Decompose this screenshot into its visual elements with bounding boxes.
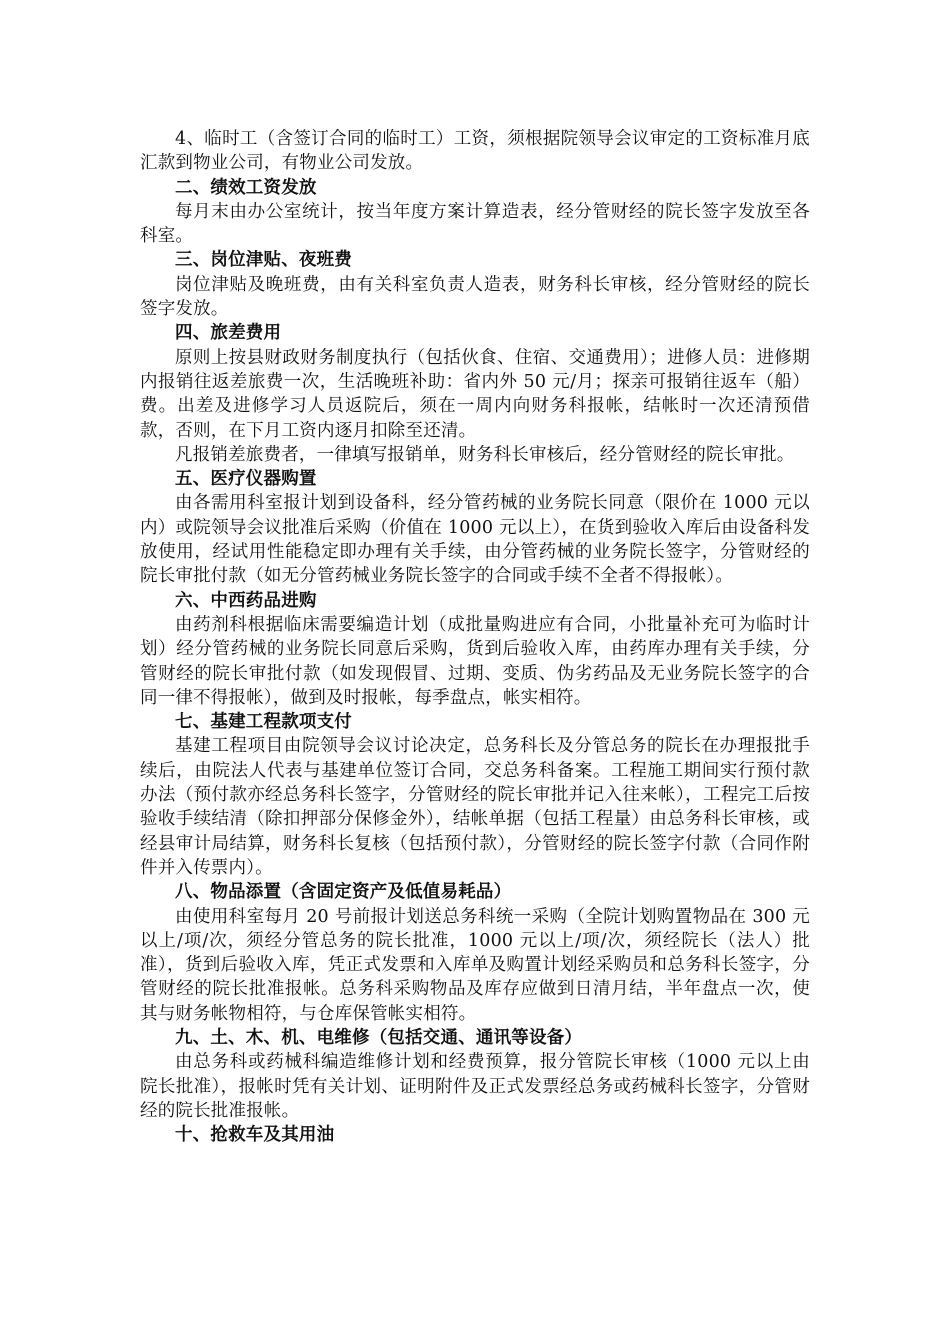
paragraph-medical-equipment: 由各需用科室报计划到设备科，经分管药械的业务院长同意（限价在 1000 元以内）或院领导会议批准后采购（价值在 1000 元以上），在货到验收入库后由设备科发放使用，经试用性能稳定即办理有关手续，由分管药械的业务院长签字，分管财经的院长审批付款（如无分管药械业务院长签字的合同或手续不全者不得报帐）。	[140, 493, 810, 587]
paragraph-travel-expenses: 原则上按县财政财务制度执行（包括伙食、住宿、交通费用）；进修人员：进修期内报销往返差旅费一次，生活晚班补助：省内外 50 元/月；探亲可报销往返车（船）费。出差及进修学习人员返院后，须在一周内向财务科报帐，结帐时一次还清预借款，否则，在下月工资内逐月扣除至还清。	[140, 347, 810, 441]
paragraph-medicine-purchase: 由药剂科根据临床需要编造计划（成批量购进应有合同，小批量补充可为临时计划）经分管药械的业务院长同意后采购，货到后验收入库，由药库办理有关手续，分管财经的院长审批付款（如发现假冒、过期、变质、伪劣药品及无业务院长签字的合同一律不得报帐），做到及时报帐，每季盘点，帐实相符。	[140, 614, 810, 708]
heading-maintenance: 九、土、木、机、电维修（包括交通、通讯等设备）	[175, 1027, 583, 1048]
paragraph-post-allowance: 岗位津贴及晚班费，由有关科室负责人造表，财务科长审核，经分管财经的院长签字发放。	[140, 274, 810, 320]
paragraph-travel-reimbursement: 凡报销差旅费者，一律填写报销单，财务科长审核后，经分管财经的院长审批。	[175, 444, 795, 465]
heading-performance-pay: 二、绩效工资发放	[175, 177, 317, 198]
heading-medicine-purchase: 六、中西药品进购	[175, 590, 317, 611]
paragraph-wage-item4: 4、临时工（含签订合同的临时工）工资，须根据院领导会议审定的工资标准月底汇款到物业公司，有物业公司发放。	[140, 129, 810, 174]
paragraph-maintenance: 由总务科或药械科编造维修计划和经费预算，报分管院长审核（1000 元以上由院长批准），报帐时凭有关计划、证明附件及正式发票经总务或药械科长签字，分管财经的院长批准报帐。	[140, 1052, 810, 1121]
paragraph-goods-purchase: 由使用科室每月 20 号前报计划送总务科统一采购（全院计划购置物品在 300 元以上/项/次，须经分管总务的院长批准，1000 元以上/项/次，须经院长（法人）批准），货到后验收入库，凭正式发票和入库单及购置计划经采购员和总务科长签字，分管财经的院长批准报帐。总务科采购物品及库存应做到日清月结，半年盘点一次，使其与财务帐物相符，与仓库保管帐实相符。	[140, 906, 810, 1024]
heading-goods-purchase: 八、物品添置（含固定资产及低值易耗品）	[175, 882, 512, 903]
heading-travel-expenses: 四、旅差费用	[175, 323, 282, 344]
document-body	[140, 127, 810, 1147]
heading-medical-equipment: 五、医疗仪器购置	[175, 469, 317, 490]
heading-post-allowance: 三、岗位津贴、夜班费	[175, 250, 352, 271]
heading-ambulance-fuel: 十、抢救车及其用油	[175, 1125, 335, 1146]
heading-construction-payment: 七、基建工程款项支付	[175, 712, 352, 733]
paragraph-performance-pay: 每月末由办公室统计，按当年度方案计算造表，经分管财经的院长签字发放至各科室。	[140, 201, 810, 247]
paragraph-construction-payment: 基建工程项目由院领导会议讨论决定，总务科长及分管总务的院长在办理报批手续后，由院法人代表与基建单位签订合同，交总务科备案。工程施工期间实行预付款办法（预付款亦经总务科长签字，分管财经的院长审批并记入往来帐），工程完工后按验收手续结清（除扣押部分保修金外），结帐单据（包括工程量）由总务科长审核，或经县审计局结算，财务科长复核（包括预付款），分管财经的院长签字付款（合同作附件并入传票内）。	[140, 736, 810, 878]
